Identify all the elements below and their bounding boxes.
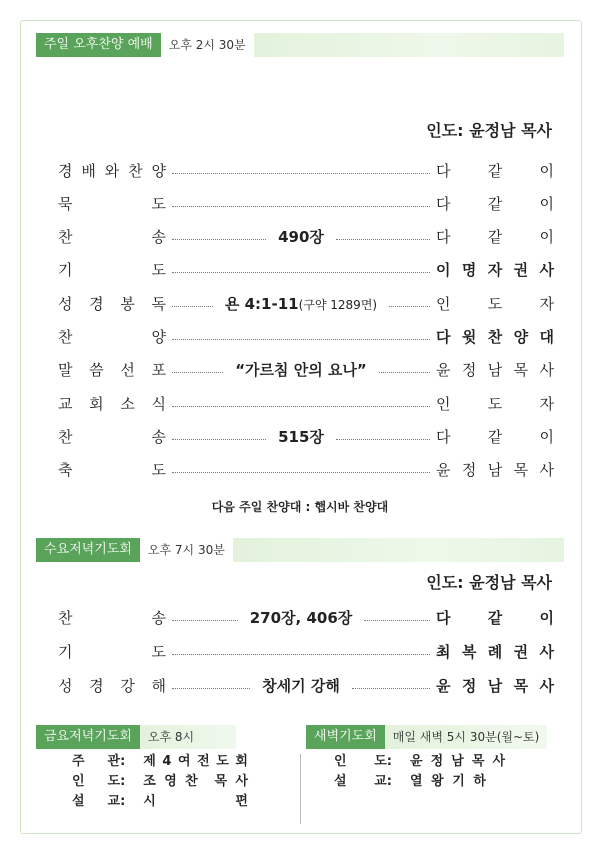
leader-dots [172, 306, 213, 307]
header-band [233, 538, 564, 562]
char: 사 [539, 361, 554, 380]
leader-dots [336, 239, 430, 240]
char: 교 [58, 394, 73, 413]
order-item-name [58, 675, 166, 696]
char: 포 [151, 361, 166, 380]
char: 남 [487, 361, 503, 380]
char: 도 [216, 754, 229, 769]
char: 찬 [58, 228, 73, 247]
char: 묵 [58, 194, 73, 213]
char: 도 [151, 261, 166, 280]
char: 경 [89, 294, 104, 313]
order-item-detail [272, 426, 330, 447]
char: 목 [513, 676, 529, 695]
char: 자 [539, 294, 554, 313]
char: 하 [473, 774, 486, 789]
dawn-header [306, 725, 547, 749]
detail-main: 515장 [278, 427, 324, 446]
leader-dots [172, 372, 223, 373]
detail-main: “가르침 안의 요나” [235, 361, 367, 380]
char: 다 [436, 427, 451, 446]
char: 교: [374, 774, 392, 789]
char: 선 [120, 361, 135, 380]
detail-main: 490장 [278, 228, 324, 247]
char: 배 [81, 161, 96, 180]
order-item-person [436, 259, 554, 280]
char: 왕 [431, 774, 444, 789]
char: 찬 [487, 328, 503, 346]
char: 소 [120, 394, 135, 413]
char: 다 [436, 161, 451, 180]
leader-dots [172, 272, 430, 273]
order-row [58, 638, 554, 664]
char: 기 [452, 774, 465, 789]
leader-dots [172, 406, 430, 407]
char: 남 [451, 754, 464, 769]
char: 양 [151, 328, 166, 346]
leader-dots [336, 439, 430, 440]
char: 윤 [436, 676, 451, 695]
char: 독 [151, 294, 166, 313]
order-item-detail [272, 226, 330, 247]
detail-main: 창세기 강해 [262, 676, 340, 695]
char: 양 [151, 161, 166, 180]
detail-line [72, 792, 248, 812]
char: 도 [151, 461, 166, 480]
detail-note: (구약 1289면) [298, 297, 378, 312]
char: 시 [143, 794, 156, 809]
char: 와 [104, 161, 120, 180]
char: 같 [487, 608, 503, 627]
char: 주 [72, 754, 85, 769]
char: 명 [461, 261, 477, 280]
order-row [58, 457, 554, 483]
order-item-name [58, 326, 166, 347]
leader-dots [172, 472, 430, 473]
detail-main: 욘 4:1-11 [224, 294, 299, 313]
char: 최 [436, 642, 451, 661]
char: 찬 [58, 427, 73, 446]
char: 이 [539, 228, 554, 247]
char: 송 [151, 608, 166, 627]
order-item-name [58, 193, 166, 214]
order-item-name [58, 426, 166, 447]
order-item-name [58, 607, 166, 628]
char: 대 [539, 328, 554, 346]
char: 영 [164, 774, 177, 789]
order-row [58, 423, 554, 449]
detail-key [334, 752, 392, 772]
wednesday-label: 수요저녁기도회 [36, 538, 140, 562]
char: 씀 [89, 361, 104, 380]
char: 도 [151, 194, 166, 213]
char: 찬 [128, 161, 143, 180]
char: 성 [58, 676, 73, 695]
order-item-name [58, 393, 166, 414]
order-item-person [436, 393, 554, 414]
order-item-person [436, 459, 554, 480]
detail-main: 270장, 406장 [249, 608, 353, 627]
sunday-time: 오후 2시 30분 [168, 38, 246, 52]
char: 사 [539, 261, 554, 280]
sunday-label: 주일 오후찬양 예배 [36, 33, 161, 57]
next-choir: 다음 주일 찬양대 : 햅시바 찬양대 [211, 500, 389, 514]
char: 정 [461, 676, 477, 695]
order-item-name [58, 293, 166, 314]
leader-dots [352, 688, 430, 689]
char: 찬 [58, 328, 73, 346]
detail-value [410, 772, 486, 792]
order-item-person [436, 607, 554, 628]
char: 정 [461, 361, 477, 380]
detail-line [334, 752, 510, 772]
char: 이 [539, 194, 554, 213]
char: 도: [107, 774, 126, 789]
friday-header [36, 725, 236, 749]
order-item-person [436, 226, 554, 247]
char: 교: [107, 794, 126, 809]
leader-dots [364, 620, 430, 621]
order-item-person [436, 675, 554, 696]
char: 봉 [120, 294, 135, 313]
order-item-name [58, 459, 166, 480]
char: 윗 [461, 328, 477, 346]
char: 같 [487, 228, 503, 247]
char: 기 [58, 261, 73, 280]
char: 식 [151, 394, 166, 413]
order-item-name [58, 641, 166, 662]
leader-dots [172, 439, 266, 440]
sunday-leader: 인도: 윤정남 목사 [426, 121, 552, 140]
order-item-name [58, 226, 166, 247]
char: 인 [72, 774, 85, 789]
char: 양 [513, 328, 529, 346]
char: 목 [471, 754, 485, 769]
char: 사 [492, 754, 505, 769]
char: 이 [539, 427, 554, 446]
friday-label: 금요저녁기도회 [36, 725, 140, 749]
detail-key [72, 752, 125, 772]
char: 찬 [58, 608, 73, 627]
char: 성 [58, 294, 73, 313]
char: 같 [487, 427, 503, 446]
char: 편 [235, 794, 248, 809]
char: 남 [487, 461, 503, 480]
order-item-name [58, 160, 166, 181]
char: 정 [461, 461, 477, 480]
char: 회 [235, 754, 248, 769]
char: 4 [162, 754, 172, 769]
detail-line [334, 772, 510, 792]
dawn-time: 매일 새벽 5시 30분(월~토) [385, 725, 548, 749]
order-row [58, 157, 554, 183]
order-row [58, 672, 554, 698]
order-item-name [58, 259, 166, 280]
leader-dots [172, 688, 250, 689]
friday-time: 오후 8시 [140, 725, 236, 749]
order-item-person [436, 426, 554, 447]
char: 다 [436, 228, 451, 247]
detail-value [143, 752, 248, 772]
char: 인 [436, 294, 451, 313]
char: 권 [513, 642, 529, 661]
char: 같 [487, 161, 503, 180]
char: 사 [539, 676, 554, 695]
char: 기 [58, 642, 73, 661]
char: 목 [513, 461, 529, 480]
header-band [254, 33, 564, 57]
order-item-detail [229, 359, 373, 380]
char: 경 [58, 161, 73, 180]
wednesday-header [36, 538, 564, 562]
order-row [58, 357, 554, 383]
char: 사 [235, 774, 248, 789]
char: 다 [436, 328, 451, 346]
wednesday-leader: 인도: 윤정남 목사 [426, 573, 552, 592]
leader-dots [172, 620, 238, 621]
order-row [58, 224, 554, 250]
detail-value [143, 772, 248, 792]
char: 윤 [436, 361, 451, 380]
order-item-name [58, 359, 166, 380]
leader-dots [379, 372, 430, 373]
char: 다 [436, 608, 451, 627]
char: 찬 [185, 774, 198, 789]
char: 설 [334, 774, 347, 789]
column-divider [300, 754, 301, 824]
char: 관: [107, 754, 126, 769]
detail-key [72, 772, 125, 792]
leader-dots [172, 173, 430, 174]
char: 인 [436, 394, 451, 413]
char: 이 [539, 161, 554, 180]
char: 목 [513, 361, 529, 380]
char: 례 [487, 642, 503, 661]
leader-dots [172, 239, 266, 240]
char: 윤 [410, 754, 423, 769]
char: 전 [197, 754, 210, 769]
char: 다 [436, 194, 451, 213]
order-item-detail [256, 675, 346, 696]
detail-line [72, 752, 248, 772]
leader-dots [389, 306, 430, 307]
leader-dots [172, 339, 430, 340]
detail-key [334, 772, 392, 792]
order-row [58, 290, 554, 316]
char: 도 [487, 394, 503, 413]
char: 도 [151, 642, 166, 661]
order-item-detail [244, 607, 359, 628]
order-row [58, 604, 554, 630]
order-item-person [436, 193, 554, 214]
char: 권 [513, 261, 529, 280]
char: 여 [178, 754, 191, 769]
detail-key [72, 792, 125, 812]
char: 회 [89, 394, 104, 413]
char: 정 [430, 754, 444, 769]
char: 사 [539, 461, 554, 480]
char: 축 [58, 461, 73, 480]
order-item-detail [219, 293, 383, 314]
char: 도 [487, 294, 503, 313]
char: 윤 [436, 461, 451, 480]
dawn-details [334, 752, 510, 792]
wednesday-time: 오후 7시 30분 [147, 543, 225, 557]
friday-details [72, 752, 248, 812]
order-item-person [436, 326, 554, 347]
char: 사 [539, 642, 554, 661]
char: 강 [120, 676, 135, 695]
char: 자 [487, 261, 503, 280]
dawn-label: 새벽기도회 [306, 725, 385, 749]
leader-dots [172, 654, 430, 655]
char: 말 [58, 361, 73, 380]
char: 설 [72, 794, 85, 809]
char: 송 [151, 228, 166, 247]
order-row [58, 324, 554, 350]
char: 인 [334, 754, 347, 769]
order-item-person [436, 359, 554, 380]
detail-line [72, 772, 248, 792]
char: 남 [487, 676, 503, 695]
char: 같 [487, 194, 503, 213]
detail-value [410, 752, 505, 772]
order-row [58, 190, 554, 216]
order-row [58, 257, 554, 283]
char: 열 [410, 774, 423, 789]
char: 제 [143, 754, 156, 769]
order-row [58, 390, 554, 416]
char: 자 [539, 394, 554, 413]
char: 복 [461, 642, 477, 661]
order-item-person [436, 293, 554, 314]
sunday-header [36, 33, 564, 57]
char: 이 [539, 608, 554, 627]
order-item-person [436, 160, 554, 181]
char: 도: [374, 754, 392, 769]
char: 조 [143, 774, 156, 789]
char: 목 [214, 774, 228, 789]
detail-value [143, 792, 248, 812]
char: 송 [151, 427, 166, 446]
char: 경 [89, 676, 104, 695]
order-item-person [436, 641, 554, 662]
char: 해 [151, 676, 166, 695]
char: 이 [436, 261, 451, 280]
leader-dots [172, 206, 430, 207]
